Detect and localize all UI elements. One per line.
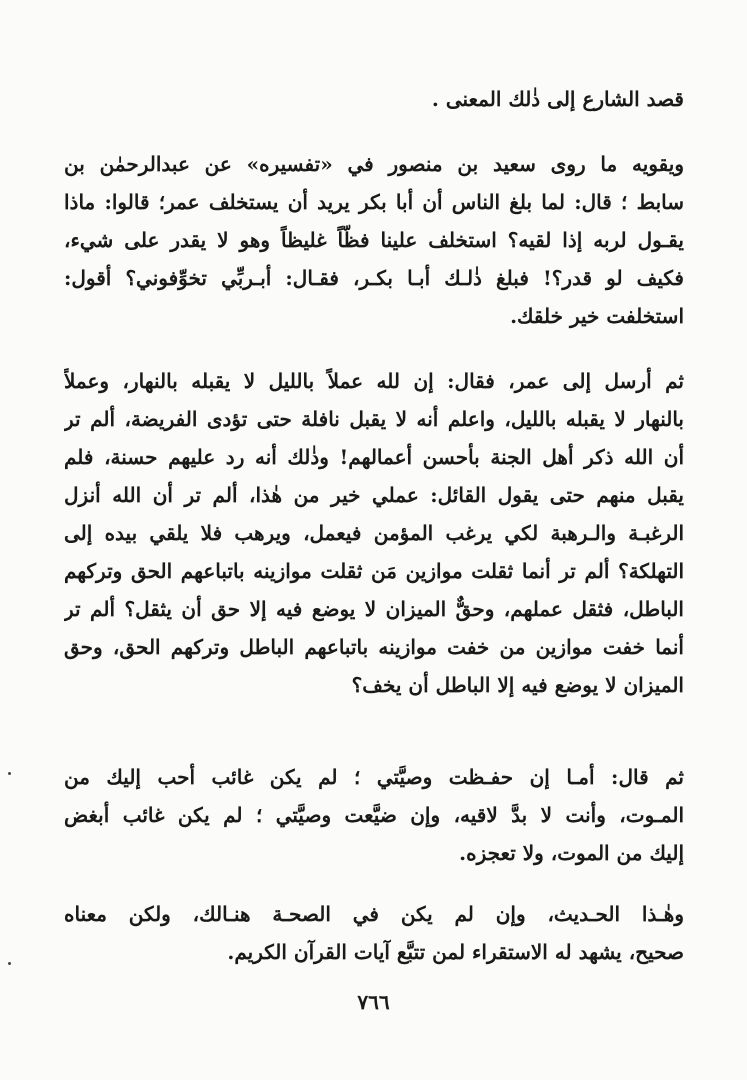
text-line: ويقويه ما روى سعيد بن منصور في «تفسيره» عن عبدالرحمٰن بن [64, 152, 684, 176]
text-line: ثم قال: أمـا إن حفـظت وصيَّتي ؛ لم يكن غائب أحب إليك من [64, 765, 684, 789]
text-line: الباطل، فثقل عملهم، وحقٌّ الميزان لا يوضع فيه إلا حق أن يثقل؟ ألم تر [64, 597, 684, 621]
text-line: ثم أرسل إلى عمر، فقال: إن لله عملاً بالليل لا يقبله بالنهار، وعملاً [64, 369, 684, 393]
text-line: الرغبـة والـرهبة لكي يرغب المؤمن فيعمل، ويرهب فلا يلقي بيده إلى [64, 521, 684, 545]
text-line: فكيف لو قدر؟! فبلغ ذٰلـك أبـا بكـر، فقـال: أبـربِّي تخوِّفوني؟ أقول: [64, 266, 684, 290]
text-line: يقبل منهم حتى يقول القائل: عملي خير من هٰذا، ألم تر أن الله أنزل [64, 483, 684, 507]
scan-speck [8, 962, 11, 965]
text-line: التهلكة؟ ألم تر أنما ثقلت موازين مَن ثقلت موازينه باتباعهم الحق وتركهم [64, 559, 684, 583]
text-line: إليك من الموت، ولا تعجزه. [459, 841, 684, 865]
page-number: ٧٦٦ [357, 990, 390, 1014]
text-line: بالنهار لا يقبله بالليل، واعلم أنه لا يقبل نافلة حتى تؤدى الفريضة، ألم تر [64, 407, 684, 431]
text-line: صحيح، يشهد له الاستقراء لمن تتبَّع آيات القرآن الكريم. [227, 940, 684, 964]
text-line: يقـول لربه إذا لقيه؟ استخلف علينا فظّاً غليظاً وهو لا يقدر على شيء، [64, 228, 684, 252]
text-line: الميزان لا يوضع فيه إلا الباطل أن يخف؟ [351, 673, 684, 697]
text-line: أن الله ذكر أهل الجنة بأحسن أعمالهم! وذٰلك أنه رد عليهم حسنة، فلم [64, 445, 684, 469]
paragraph-1 [64, 80, 684, 118]
text-line: سابط ؛ قال: لما بلغ الناس أن أبا بكر يريد أن يستخلف عمر؛ قالوا: ماذا [64, 190, 684, 214]
text-line: وهٰـذا الحـديث، وإن لم يكن في الصحـة هنـالك، ولكن معناه [64, 902, 684, 926]
text-line: المـوت، وأنت لا بدَّ لاقيه، وإن ضيَّعت وصيَّتي ؛ لم يكن غائب أبغض [64, 803, 684, 827]
paragraph-3 [64, 362, 684, 704]
paragraph-5 [64, 895, 684, 971]
scan-speck [8, 772, 11, 775]
text-line: استخلفت خير خلقك. [510, 304, 684, 328]
paragraph-2 [64, 145, 684, 335]
text-line: أنما خفت موازين من خفت موازينه باتباعهم الباطل وتركهم الحق، وحق [64, 635, 684, 659]
text-line: قصد الشارع إلى ذٰلك المعنى . [431, 87, 684, 111]
paragraph-4 [64, 758, 684, 872]
